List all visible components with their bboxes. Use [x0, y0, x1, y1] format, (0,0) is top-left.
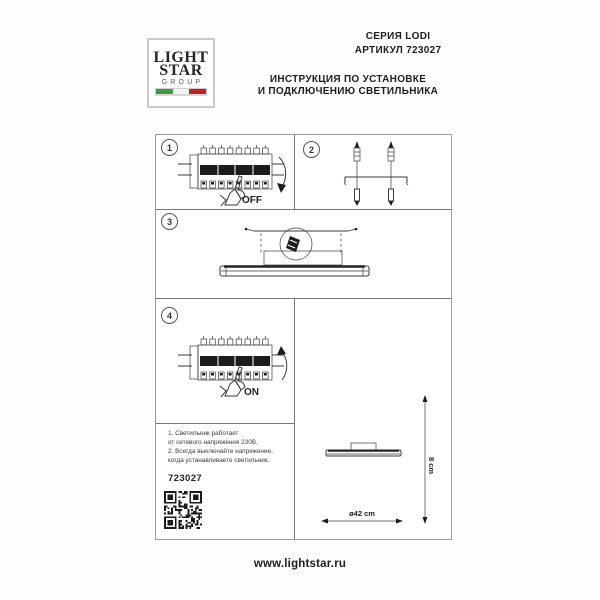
logo-word-group: GROUP [161, 78, 204, 86]
step-4-badge: 4 [161, 307, 178, 324]
website-url: www.lightstar.ru [253, 558, 347, 570]
step-3-badge: 3 [161, 213, 178, 230]
qr-code-icon [164, 491, 202, 529]
safety-notes [168, 429, 290, 465]
lightstar-logo [147, 38, 215, 108]
screws-illustration [321, 139, 429, 207]
dimensions-illustration [299, 301, 451, 535]
steps-grid [155, 134, 452, 540]
series-article-block [336, 30, 460, 58]
off-label: OFF [242, 195, 262, 206]
note-line: когда устанавливаете светильник. [168, 457, 270, 464]
height-dimension-label: 8 cm [427, 457, 436, 475]
step-2-badge: 2 [303, 141, 320, 158]
divider [156, 209, 451, 210]
note-line: 2. Всегда выключайте напряжение, [168, 448, 273, 455]
note-line: 1. Светильник работает [168, 430, 239, 437]
mounting-illustration [204, 219, 434, 297]
logo-word-light: LIGHT [153, 48, 209, 66]
divider [156, 423, 294, 424]
article-label: АРТИКУЛ 723027 [354, 45, 442, 56]
step-1-badge: 1 [161, 139, 178, 156]
italian-flag-icon [155, 88, 207, 96]
logo-word-star: STAR [159, 61, 203, 79]
series-label: СЕРИЯ LODI [365, 31, 431, 42]
product-code: 723027 [168, 473, 203, 484]
diameter-dimension-label: ø42 cm [349, 509, 375, 518]
breaker-on-illustration [178, 331, 296, 399]
note-line: от сетевого напряжения 230В. [168, 439, 258, 446]
divider [156, 298, 451, 299]
on-label: ON [244, 387, 259, 398]
instruction-title: ИНСТРУКЦИЯ ПО УСТАНОВКЕ И ПОДКЛЮЧЕНИЮ СВЕТИЛЬНИКА [257, 74, 439, 97]
breaker-off-illustration [178, 143, 296, 207]
